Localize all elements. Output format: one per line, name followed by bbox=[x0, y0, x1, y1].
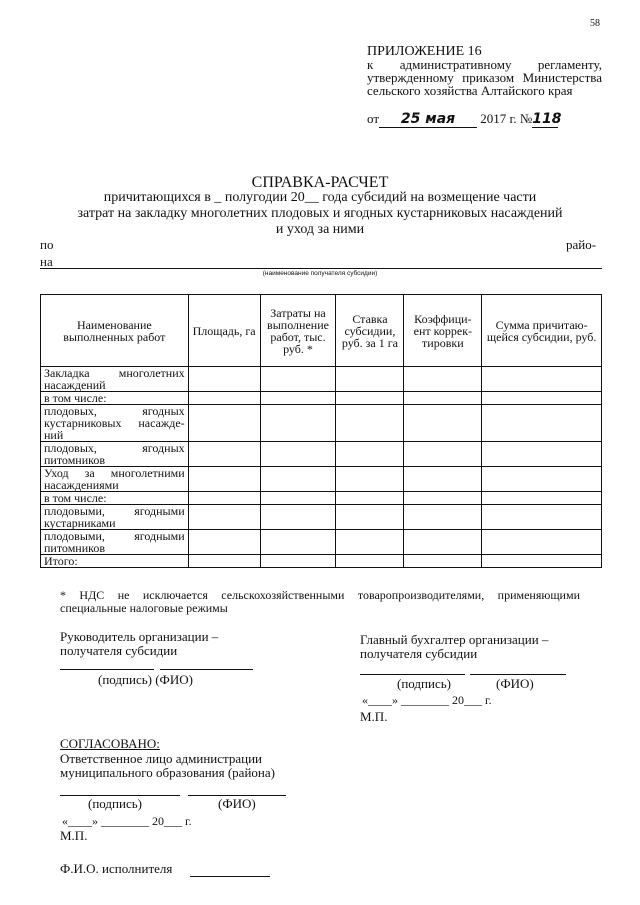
cell bbox=[404, 392, 482, 405]
table-row bbox=[41, 405, 602, 442]
cell bbox=[336, 467, 404, 492]
cell bbox=[260, 505, 336, 530]
handwritten-number: 118 bbox=[532, 111, 562, 127]
handwritten-date: 25 мая bbox=[379, 111, 477, 128]
table-row bbox=[41, 392, 602, 405]
appendix-text: к административному регламенту, утвержденному приказом Министерства сельского хозяйства Алтайского края bbox=[367, 57, 602, 98]
head-fio-line bbox=[160, 669, 253, 670]
cell bbox=[336, 492, 404, 505]
row-label: в том числе: bbox=[41, 492, 189, 505]
page-number: 58 bbox=[590, 18, 600, 29]
cell bbox=[482, 467, 602, 492]
cell bbox=[336, 392, 404, 405]
cell bbox=[482, 492, 602, 505]
head-signature-block bbox=[60, 630, 218, 658]
accountant-date: «____» ________ 20___ г. bbox=[362, 693, 492, 707]
accountant-fio-label: (ФИО) bbox=[496, 676, 534, 691]
subsidy-table bbox=[40, 294, 602, 568]
cell bbox=[188, 367, 260, 392]
agreed-stamp: М.П. bbox=[60, 828, 88, 843]
cell bbox=[482, 405, 602, 442]
cell bbox=[336, 530, 404, 555]
agreed-title: СОГЛАСОВАНО: bbox=[60, 736, 160, 751]
cell bbox=[260, 530, 336, 555]
cell bbox=[260, 367, 336, 392]
cell bbox=[336, 442, 404, 467]
agreed-fio-label: (ФИО) bbox=[218, 796, 256, 811]
cell bbox=[260, 442, 336, 467]
head-title-line-1: Руководитель организации – bbox=[60, 629, 219, 644]
appendix-date-line bbox=[367, 111, 602, 128]
agreed-sign-label: (подпись) bbox=[88, 796, 142, 811]
table-row bbox=[41, 467, 602, 492]
agreed-line-1: Ответственное лицо администрации bbox=[60, 751, 263, 766]
cell bbox=[404, 555, 482, 568]
cell bbox=[336, 505, 404, 530]
row-label: Уход за многолетними насаждениями bbox=[41, 467, 189, 492]
table-header-row bbox=[41, 295, 602, 367]
document-title: СПРАВКА-РАСЧЕТ bbox=[251, 174, 389, 191]
row-label: в том числе: bbox=[41, 392, 189, 405]
accountant-title-line-2: получателя субсидии bbox=[360, 646, 478, 661]
table-row bbox=[41, 492, 602, 505]
row-label: плодовых, ягодных кустарниковых насажде-ний bbox=[41, 405, 189, 442]
header-subsidy-sum: Сумма причитаю-щейся субсидии, руб. bbox=[482, 295, 602, 367]
cell bbox=[188, 530, 260, 555]
cell bbox=[188, 405, 260, 442]
cell bbox=[188, 505, 260, 530]
year-text: 2017 г. bbox=[480, 111, 517, 126]
header-costs: Затраты на выполнение работ, тыс. руб. * bbox=[260, 295, 336, 367]
cell bbox=[482, 442, 602, 467]
table-row bbox=[41, 442, 602, 467]
cell bbox=[260, 492, 336, 505]
executor-line bbox=[190, 876, 270, 877]
recipient-po: по bbox=[40, 237, 54, 252]
accountant-sign-line bbox=[360, 674, 465, 675]
table-row-total bbox=[41, 555, 602, 568]
cell bbox=[404, 492, 482, 505]
recipient-caption: (наименование получателя субсидии) bbox=[262, 270, 378, 277]
accountant-fio-line bbox=[470, 674, 566, 675]
document-subtitle bbox=[0, 190, 640, 238]
cell bbox=[260, 555, 336, 568]
cell bbox=[336, 367, 404, 392]
cell bbox=[260, 405, 336, 442]
appendix-block bbox=[367, 45, 602, 97]
head-title-line-2: получателя субсидии bbox=[60, 643, 178, 658]
recipient-underline bbox=[40, 268, 602, 269]
cell bbox=[482, 555, 602, 568]
header-rate: Ставка субсидии, руб. за 1 га bbox=[336, 295, 404, 367]
subtitle-line-3: и уход за ними bbox=[275, 222, 365, 237]
accountant-stamp: М.П. bbox=[360, 709, 388, 724]
number-sign: № bbox=[519, 111, 533, 126]
recipient-rayo: райо- bbox=[566, 237, 597, 252]
subtitle-line-1: причитающихся в _ полугодии 20__ года субсидий на возмещение части bbox=[103, 190, 537, 205]
cell bbox=[404, 505, 482, 530]
accountant-sign-label: (подпись) bbox=[397, 676, 451, 691]
header-work-name: Наименование выполненных работ bbox=[41, 295, 189, 367]
accountant-signature-block bbox=[360, 633, 548, 661]
cell bbox=[404, 367, 482, 392]
subtitle-line-2: затрат на закладку многолетних плодовых и ягодных кустарниковых насаждений bbox=[77, 206, 563, 221]
row-label-total: Итого: bbox=[41, 555, 189, 568]
cell bbox=[404, 405, 482, 442]
cell bbox=[404, 467, 482, 492]
cell bbox=[260, 467, 336, 492]
cell bbox=[404, 442, 482, 467]
vat-footnote: * НДС не исключается сельскохозяйственными товаропроизводителями, применяющими специальные налоговые режимы bbox=[60, 588, 580, 615]
cell bbox=[482, 530, 602, 555]
header-area: Площадь, га bbox=[188, 295, 260, 367]
cell bbox=[188, 442, 260, 467]
cell bbox=[336, 405, 404, 442]
cell bbox=[336, 555, 404, 568]
appendix-title: ПРИЛОЖЕНИЕ 16 bbox=[367, 44, 482, 59]
cell bbox=[260, 392, 336, 405]
table-row bbox=[41, 530, 602, 555]
head-sign-line bbox=[60, 669, 154, 670]
head-sign-caption: (подпись) (ФИО) bbox=[98, 672, 193, 687]
cell bbox=[404, 530, 482, 555]
header-coefficient: Коэффици-ент коррек-тировки bbox=[404, 295, 482, 367]
row-label: плодовыми, ягодными питомников bbox=[41, 530, 189, 555]
cell bbox=[482, 367, 602, 392]
cell bbox=[482, 505, 602, 530]
accountant-title-line-1: Главный бухгалтер организации – bbox=[360, 632, 549, 647]
table-row bbox=[41, 367, 602, 392]
agreed-line-2: муниципального образования (района) bbox=[60, 765, 275, 780]
agreed-date: «____» ________ 20___ г. bbox=[62, 814, 192, 828]
table-row bbox=[41, 505, 602, 530]
agreed-person-block bbox=[60, 752, 275, 780]
cell bbox=[188, 492, 260, 505]
cell bbox=[188, 555, 260, 568]
cell bbox=[188, 392, 260, 405]
date-prefix: от bbox=[367, 111, 380, 126]
cell bbox=[482, 392, 602, 405]
recipient-na: на bbox=[40, 254, 53, 269]
cell bbox=[188, 467, 260, 492]
row-label: плодовых, ягодных питомников bbox=[41, 442, 189, 467]
row-label: Закладка многолетних насаждений bbox=[41, 367, 189, 392]
executor-label: Ф.И.О. исполнителя bbox=[60, 861, 173, 876]
row-label: плодовыми, ягодными кустарниками bbox=[41, 505, 189, 530]
